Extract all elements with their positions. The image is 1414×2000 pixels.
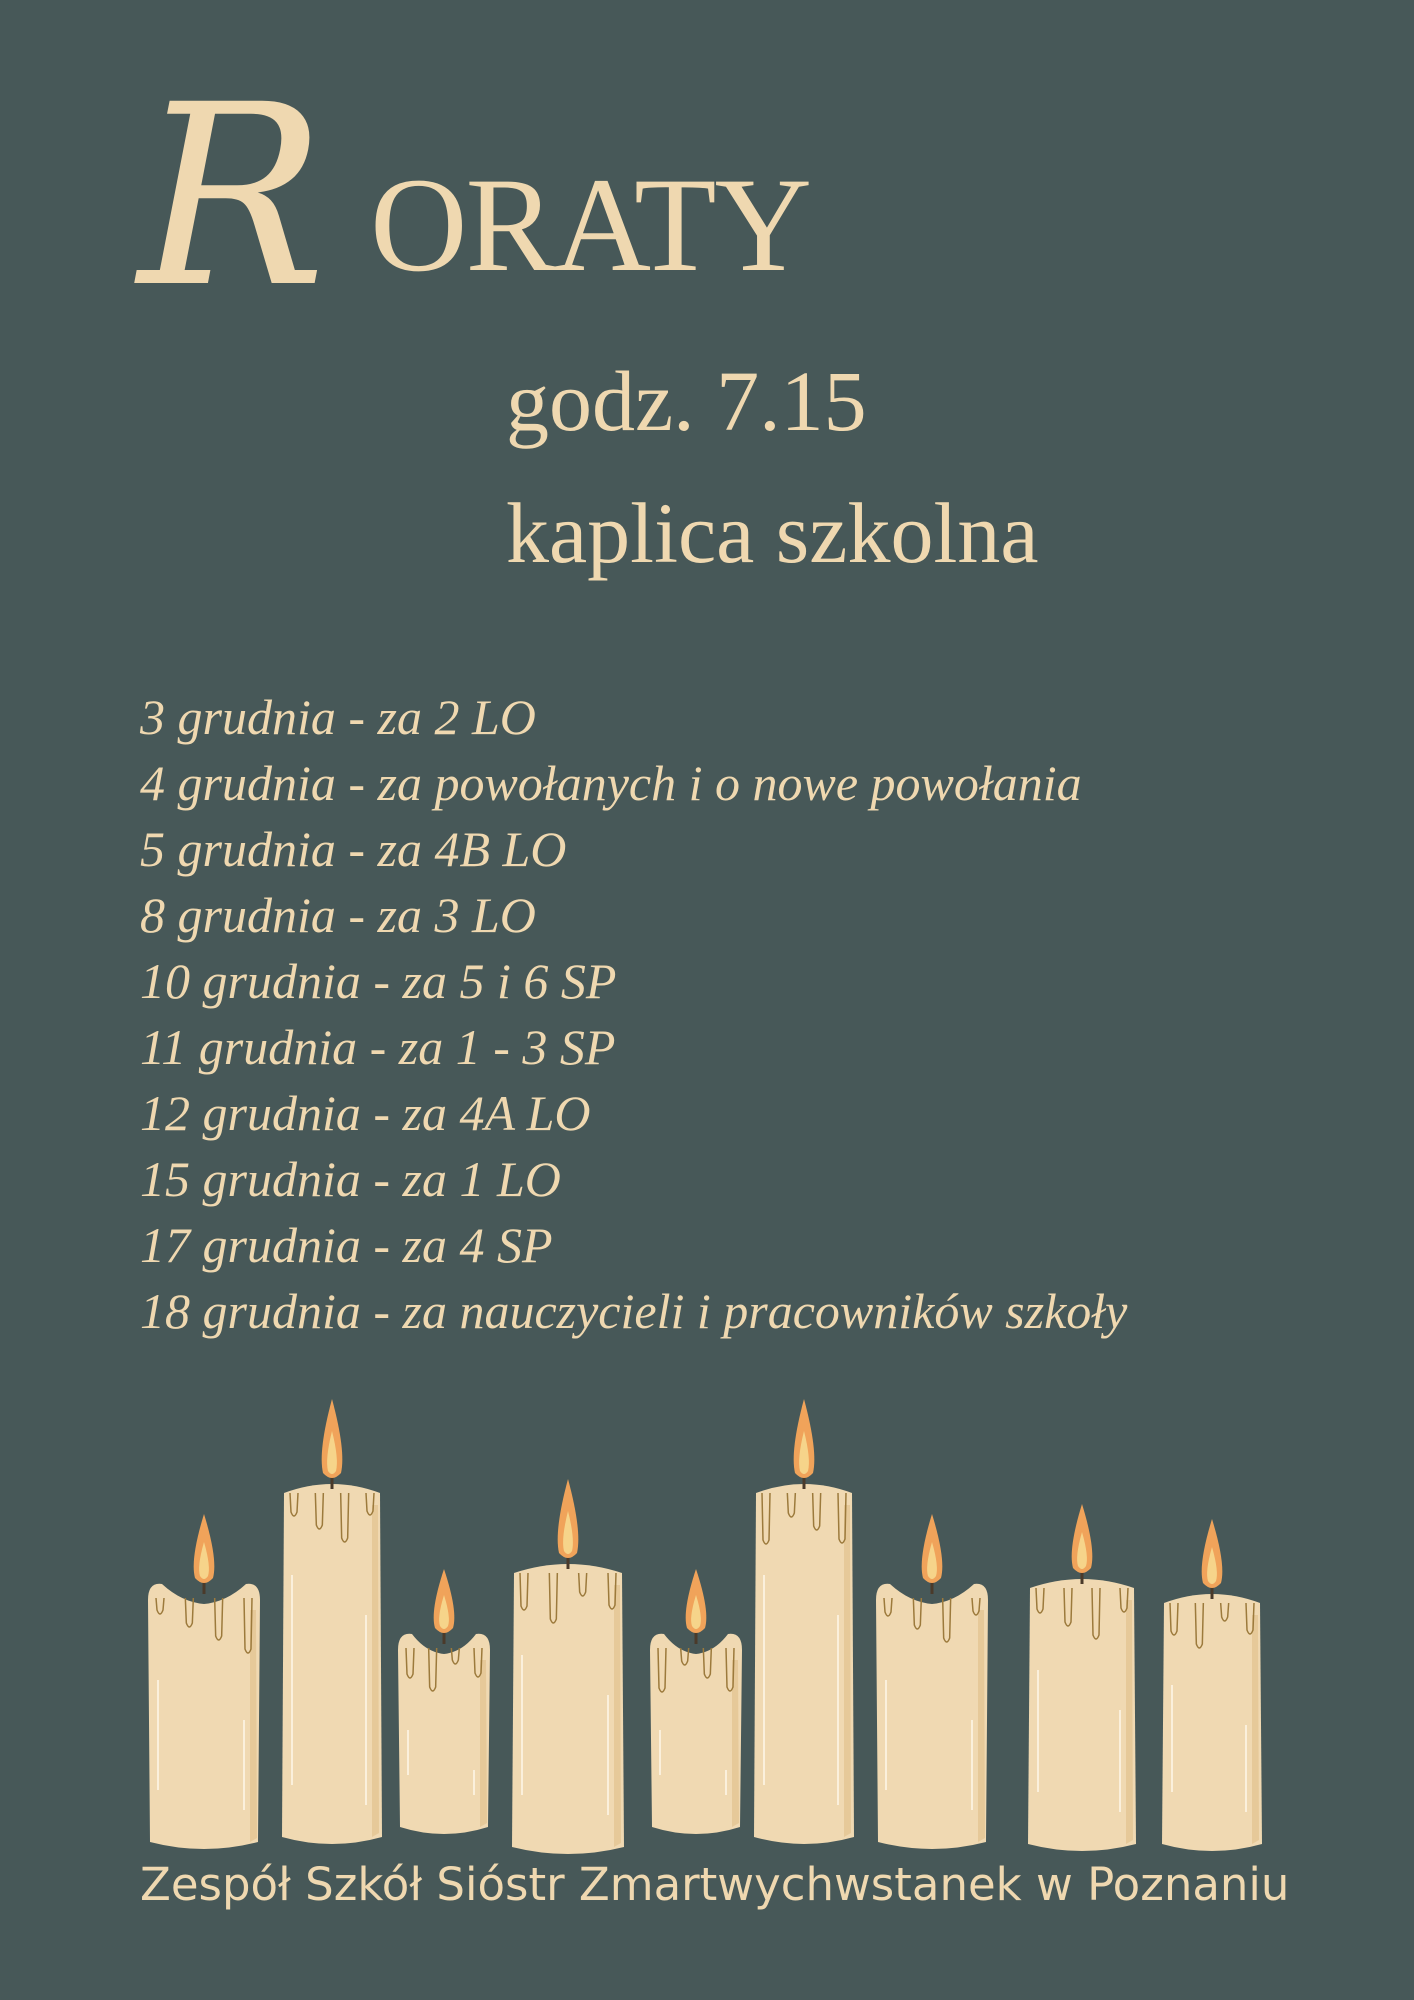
candles-icon	[140, 1390, 1280, 1870]
poster-title	[138, 51, 838, 342]
title-rest: ORATY	[370, 151, 811, 300]
mass-time: godz. 7.15	[506, 353, 867, 449]
candle	[650, 1569, 742, 1834]
schedule-item: 12 grudnia - za 4A LO	[140, 1085, 591, 1141]
candle	[398, 1569, 490, 1834]
schedule-list	[140, 684, 1127, 1344]
schedule-item: 4 grudnia - za powołanych i o nowe powołania	[140, 755, 1082, 811]
candle	[282, 1399, 382, 1844]
candle	[512, 1479, 624, 1854]
schedule-item: 15 grudnia - za 1 LO	[140, 1151, 561, 1207]
candle	[1028, 1504, 1136, 1851]
candle	[1162, 1519, 1262, 1851]
schedule-item: 17 grudnia - za 4 SP	[140, 1217, 553, 1273]
schedule-item: 10 grudnia - za 5 i 6 SP	[140, 953, 617, 1009]
candle	[754, 1399, 854, 1844]
schedule-item: 11 grudnia - za 1 - 3 SP	[140, 1019, 616, 1075]
schedule-item: 5 grudnia - za 4B LO	[140, 821, 567, 877]
schedule-item: 8 grudnia - za 3 LO	[140, 887, 536, 943]
title-initial: R	[138, 51, 327, 342]
school-name: Zespół Szkół Sióstr Zmartwychwstanek w Poznaniu	[140, 1858, 1290, 1911]
schedule-item: 3 grudnia - za 2 LO	[140, 689, 536, 745]
mass-place: kaplica szkolna	[506, 485, 1039, 581]
schedule-item: 18 grudnia - za nauczycieli i pracowników szkoły	[140, 1283, 1128, 1339]
candle	[876, 1514, 988, 1849]
candle	[148, 1514, 260, 1849]
